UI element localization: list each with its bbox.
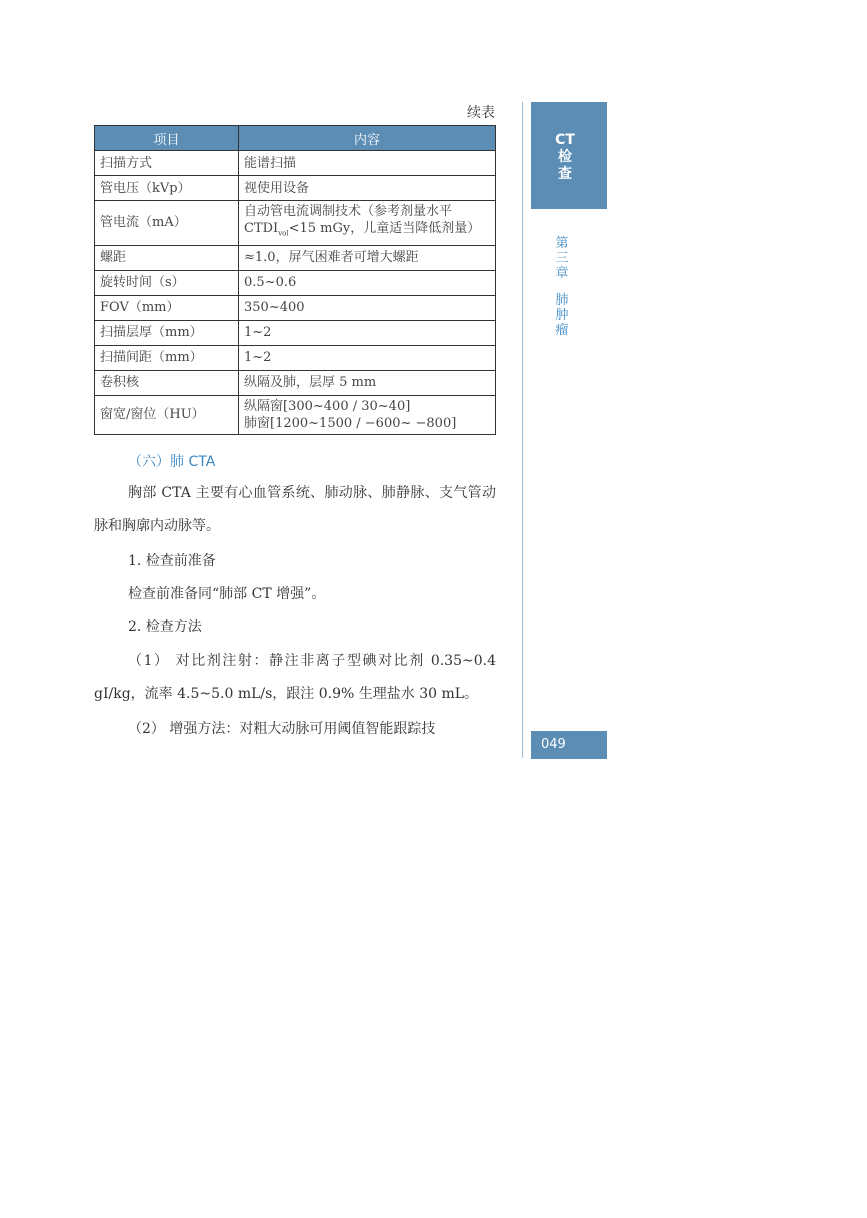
chapter-char: 第	[555, 236, 569, 251]
table-row	[95, 395, 496, 434]
method-title: 2. 检查方法	[128, 619, 202, 635]
row-content: 1~2	[239, 345, 496, 370]
row-item: 管电压（kVp）	[95, 176, 239, 201]
row-item: FOV（mm）	[95, 295, 239, 320]
row-content-line	[244, 220, 490, 243]
row-item: 管电流（mA）	[95, 201, 239, 246]
chapter-char: 三	[555, 251, 569, 266]
table-row	[95, 245, 496, 270]
row-content: 0.5~0.6	[239, 270, 496, 295]
row-content: 能谱扫描	[239, 151, 496, 176]
section-heading: （六）肺 CTA	[128, 454, 216, 470]
table-header-row	[95, 126, 496, 151]
page-number-tab	[531, 731, 607, 759]
table-continued-label: 续表	[467, 105, 495, 121]
tab-char: 检	[558, 149, 572, 165]
ctdi-value: <15 mGy，儿童适当降低剂量）	[288, 221, 481, 236]
row-content: 350~400	[239, 295, 496, 320]
tab-char: 查	[558, 166, 572, 182]
row-item: 螺距	[95, 245, 239, 270]
chapter-name-char: 肺	[555, 293, 569, 308]
table-row	[95, 176, 496, 201]
table-row	[95, 320, 496, 345]
scan-parameter-table	[94, 125, 496, 435]
ctdi-subscript: vol	[278, 229, 289, 238]
row-content: ≈1.0，屏气困难者可增大螺距	[239, 245, 496, 270]
prep-text: 检查前准备同“肺部 CT 增强”。	[128, 586, 326, 602]
table-row	[95, 151, 496, 176]
margin-rule	[522, 102, 523, 758]
chapter-label	[552, 236, 572, 338]
chapter-name-char: 肿	[555, 308, 569, 323]
table-row	[95, 345, 496, 370]
chapter-name-char: 瘤	[555, 323, 569, 338]
row-content: 纵隔及肺，层厚 5 mm	[239, 370, 496, 395]
chapter-char: 章	[555, 266, 569, 281]
prep-title: 1. 检查前准备	[128, 553, 216, 569]
row-content-line: 纵隔窗[300~400 / 30~40]	[244, 398, 411, 414]
row-item: 旋转时间（s）	[95, 270, 239, 295]
ctdi-label: CTDI	[244, 221, 279, 236]
row-content: 视使用设备	[239, 176, 496, 201]
row-content	[239, 201, 496, 246]
intro-paragraph: 胸部 CTA 主要有心血管系统、肺动脉、肺静脉、支气管动脉和胸廓内动脉等。	[94, 485, 496, 534]
table-row	[95, 270, 496, 295]
tab-char: CT	[555, 132, 575, 148]
row-content: 1~2	[239, 320, 496, 345]
table-row	[95, 370, 496, 395]
row-content-line: 肺窗[1200~1500 / −600~ −800]	[244, 415, 457, 431]
header-item: 项目	[95, 126, 239, 151]
row-item: 窗宽/窗位（HU）	[95, 395, 239, 434]
row-content-line: 自动管电流调制技术（参考剂量水平	[244, 204, 453, 219]
row-item: 扫描间距（mm）	[95, 345, 239, 370]
table-row	[95, 295, 496, 320]
enhance-paragraph: （2） 增强方法：对粗大动脉可用阈值智能跟踪技	[128, 721, 436, 737]
ct-exam-tab	[531, 102, 607, 209]
page-number: 049	[541, 737, 566, 752]
header-content: 内容	[239, 126, 496, 151]
ct-exam-tab-label	[555, 132, 575, 183]
row-content	[239, 395, 496, 434]
row-item: 扫描方式	[95, 151, 239, 176]
row-item: 扫描层厚（mm）	[95, 320, 239, 345]
contrast-paragraph: （1） 对比剂注射：静注非离子型碘对比剂 0.35~0.4 gI/kg，流率 4.5~5.0 mL/s，跟注 0.9% 生理盐水 30 mL。	[94, 653, 496, 702]
table-row	[95, 201, 496, 246]
row-item: 卷积核	[95, 370, 239, 395]
